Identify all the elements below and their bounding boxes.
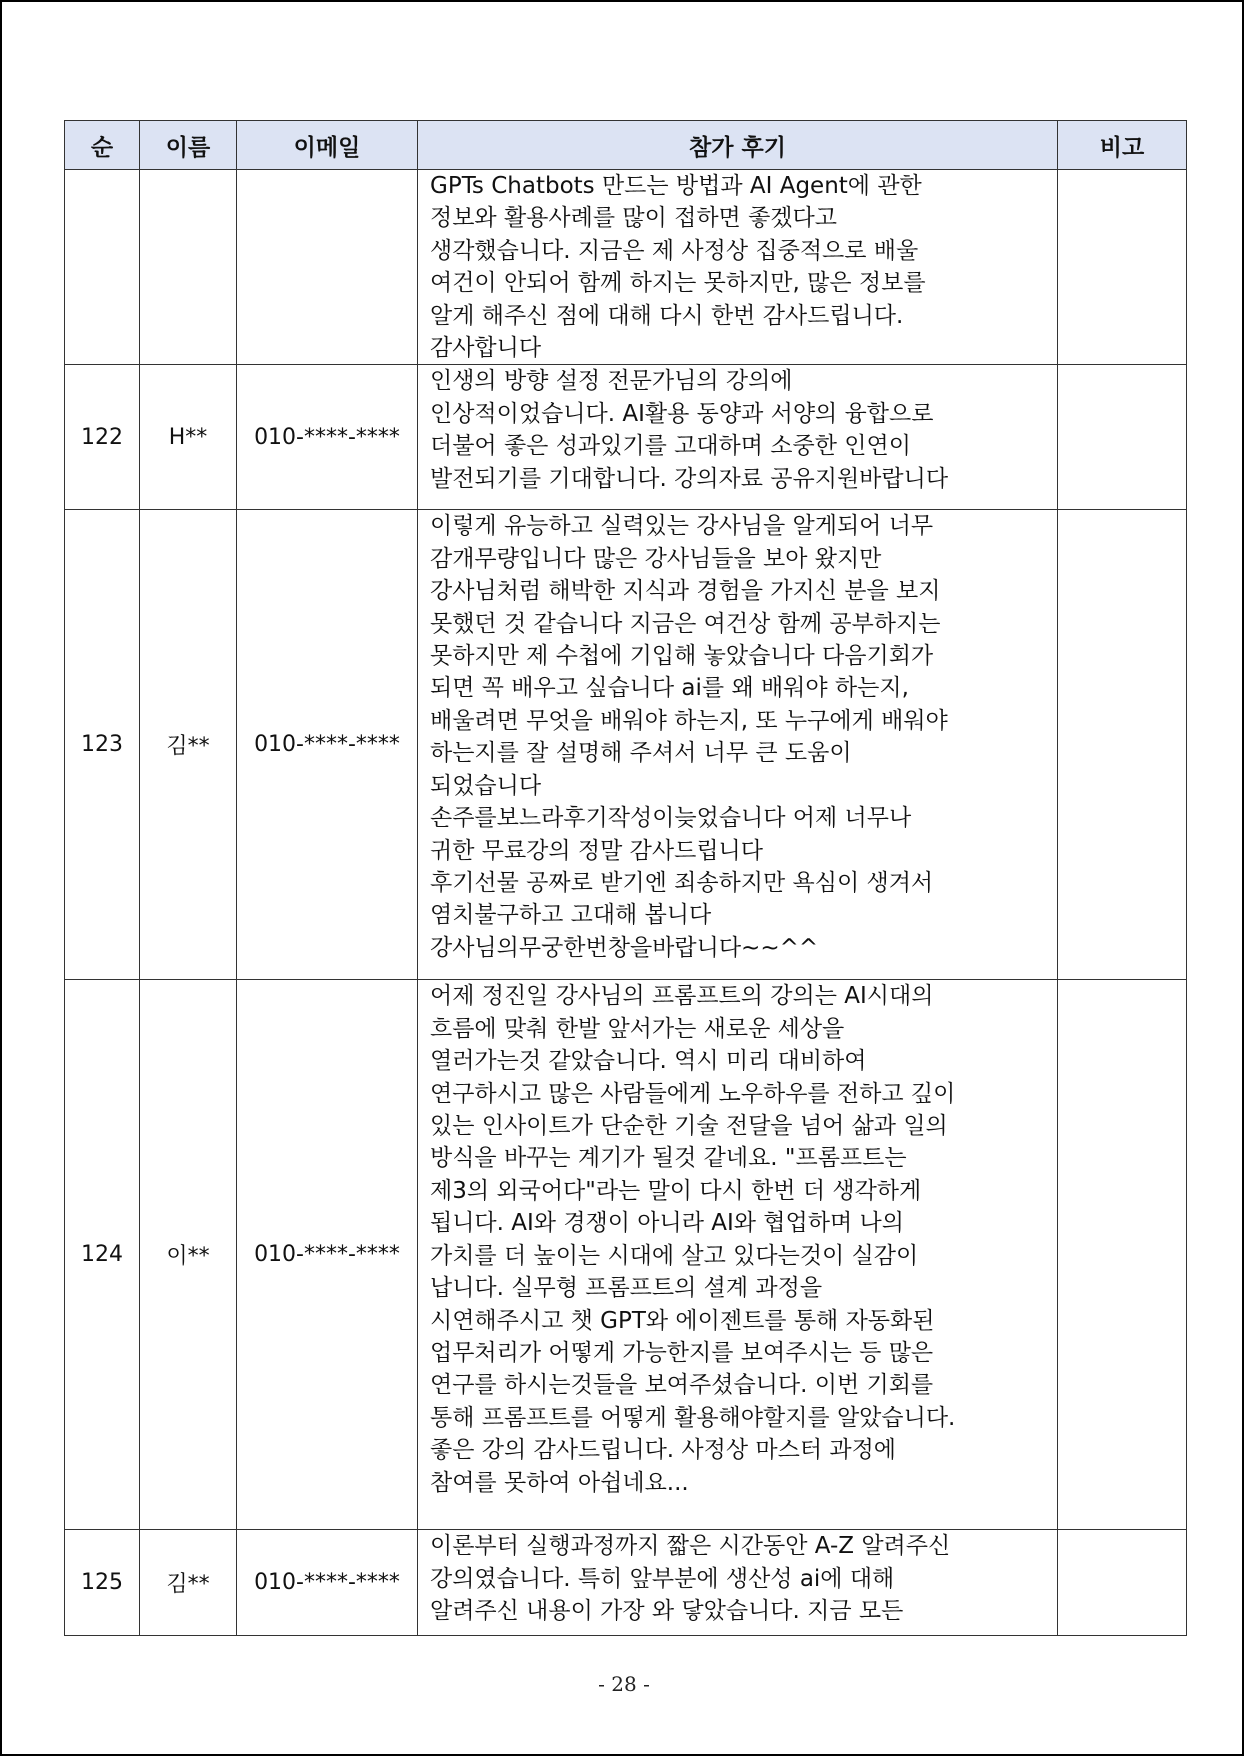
header-review: 참가 후기 bbox=[418, 121, 1058, 170]
review-line: 이렇게 유능하고 실력있는 강사님을 알게되어 너무 bbox=[430, 513, 934, 540]
review-line: 강사님처럼 해박한 지식과 경험을 가지신 분을 보지 bbox=[430, 578, 941, 605]
cell-note bbox=[1058, 510, 1187, 980]
cell-name: H** bbox=[140, 365, 237, 510]
review-line: 강의였습니다. 특히 앞부분에 생산성 ai에 대해 bbox=[430, 1565, 895, 1592]
review-line: 못했던 것 같습니다 지금은 여건상 함께 공부하지는 bbox=[430, 610, 941, 637]
review-line: 더불어 좋은 성과있기를 고대하며 소중한 인연이 bbox=[430, 433, 911, 460]
review-line: 좋은 강의 감사드립니다. 사정상 마스터 과정에 bbox=[430, 1437, 897, 1464]
review-line: 연구를 하시는것들을 보여주셨습니다. 이번 기회를 bbox=[430, 1372, 934, 1399]
header-note: 비고 bbox=[1058, 121, 1187, 170]
review-line: 강사님의무궁한번창을바랍니다~~^^ bbox=[430, 934, 819, 961]
review-line: 염치불구하고 고대해 봅니다 bbox=[430, 902, 712, 929]
review-line: 흐름에 맞춰 한발 앞서가는 새로운 세상을 bbox=[430, 1015, 845, 1042]
cell-seq: 124 bbox=[65, 980, 140, 1530]
table-row bbox=[65, 980, 1187, 1530]
review-line: 참여를 못하여 아쉽네요... bbox=[430, 1469, 689, 1496]
header-name: 이름 bbox=[140, 121, 237, 170]
review-line: 통해 프롬프트를 어떻게 활용해야할지를 알았습니다. bbox=[430, 1404, 956, 1431]
review-line: 연구하시고 많은 사람들에게 노우하우를 전하고 깊이 bbox=[430, 1080, 956, 1107]
review-line: 있는 인사이트가 단순한 기술 전달을 넘어 삶과 일의 bbox=[430, 1113, 948, 1140]
review-line: 배울려면 무엇을 배워야 하는지, 또 누구에게 배워야 bbox=[430, 707, 948, 734]
review-line: 귀한 무료강의 정말 감사드립니다 bbox=[430, 837, 763, 864]
review-line: 됩니다. AI와 경쟁이 아니라 AI와 협업하며 나의 bbox=[430, 1210, 904, 1237]
review-line: 업무처리가 어떻게 가능한지를 보여주시는 등 많은 bbox=[430, 1339, 934, 1366]
table-row bbox=[65, 170, 1187, 365]
cell-note bbox=[1058, 365, 1187, 510]
review-line: 생각했습니다. 지금은 제 사정상 집중적으로 배울 bbox=[430, 237, 919, 264]
table-header-row bbox=[65, 121, 1187, 170]
review-line: 알게 해주신 점에 대해 다시 한번 감사드립니다. bbox=[430, 302, 904, 329]
cell-review bbox=[418, 980, 1058, 1530]
review-line: 되었습니다 bbox=[430, 772, 542, 799]
review-line: 인상적이었습니다. AI활용 동양과 서양의 융합으로 bbox=[430, 400, 934, 427]
review-table bbox=[64, 120, 1187, 1636]
header-seq: 순 bbox=[65, 121, 140, 170]
review-line: 알려주신 내용이 가장 와 닿았습니다. 지금 모든 bbox=[430, 1598, 904, 1625]
cell-name: 이** bbox=[140, 980, 237, 1530]
table-row bbox=[65, 510, 1187, 980]
cell-review bbox=[418, 510, 1058, 980]
review-line: 가치를 더 높이는 시대에 살고 있다는것이 실감이 bbox=[430, 1242, 919, 1269]
review-line: 못하지만 제 수첩에 기입해 놓았습니다 다음기회가 bbox=[430, 643, 934, 670]
cell-email: 010-****-**** bbox=[237, 510, 418, 980]
cell-review bbox=[418, 365, 1058, 510]
review-line: 손주를보느라후기작성이늦었습니다 어제 너무나 bbox=[430, 805, 912, 832]
review-line: 이론부터 실행과정까지 짧은 시간동안 A-Z 알려주신 bbox=[430, 1533, 951, 1560]
table-row bbox=[65, 1530, 1187, 1636]
cell-seq bbox=[65, 170, 140, 365]
review-line: GPTs Chatbots 만드는 방법과 AI Agent에 관한 bbox=[430, 173, 922, 199]
cell-email: 010-****-**** bbox=[237, 1530, 418, 1636]
cell-review bbox=[418, 170, 1058, 365]
cell-name bbox=[140, 170, 237, 365]
cell-name: 김** bbox=[140, 510, 237, 980]
review-line: 되면 꼭 배우고 싶습니다 ai를 왜 배워야 하는지, bbox=[430, 675, 909, 702]
page-number: - 28 - bbox=[598, 1672, 650, 1696]
review-line: 시연해주시고 챗 GPT와 에이젠트를 통해 자동화된 bbox=[430, 1307, 935, 1334]
cell-seq: 125 bbox=[65, 1530, 140, 1636]
review-line: 방식을 바꾸는 계기가 될것 같네요. "프롬프트는 bbox=[430, 1145, 907, 1172]
cell-email: 010-****-**** bbox=[237, 365, 418, 510]
review-line: 감사합니다 bbox=[430, 335, 542, 362]
review-line: 인생의 방향 설정 전문가님의 강의에 bbox=[430, 368, 793, 395]
cell-note bbox=[1058, 980, 1187, 1530]
cell-review bbox=[418, 1530, 1058, 1636]
review-line: 열러가는것 같았습니다. 역시 미리 대비하여 bbox=[430, 1048, 867, 1075]
review-line: 정보와 활용사례를 많이 접하면 좋겠다고 bbox=[430, 205, 837, 232]
cell-note bbox=[1058, 1530, 1187, 1636]
review-line: 후기선물 공짜로 받기엔 죄송하지만 욕심이 생겨서 bbox=[430, 869, 934, 896]
cell-seq: 123 bbox=[65, 510, 140, 980]
review-line: 하는지를 잘 설명해 주셔서 너무 큰 도움이 bbox=[430, 740, 852, 767]
table-body bbox=[65, 170, 1187, 1636]
cell-email bbox=[237, 170, 418, 365]
cell-seq: 122 bbox=[65, 365, 140, 510]
review-line: 여건이 안되어 함께 하지는 못하지만, 많은 정보를 bbox=[430, 270, 926, 297]
cell-note bbox=[1058, 170, 1187, 365]
cell-name: 김** bbox=[140, 1530, 237, 1636]
table-row bbox=[65, 365, 1187, 510]
review-line: 어제 정진일 강사님의 프롬프트의 강의는 AI시대의 bbox=[430, 983, 934, 1010]
review-line: 제3의 외국어다"라는 말이 다시 한번 더 생각하게 bbox=[430, 1177, 922, 1204]
header-email: 이메일 bbox=[237, 121, 418, 170]
review-line: 감개무량입니다 많은 강사님들을 보아 왔지만 bbox=[430, 545, 882, 572]
review-line: 납니다. 실무형 프롬프트의 셜계 과정을 bbox=[430, 1275, 823, 1302]
review-line: 발전되기를 기대합니다. 강의자료 공유지원바랍니다 bbox=[430, 465, 949, 492]
cell-email: 010-****-**** bbox=[237, 980, 418, 1530]
